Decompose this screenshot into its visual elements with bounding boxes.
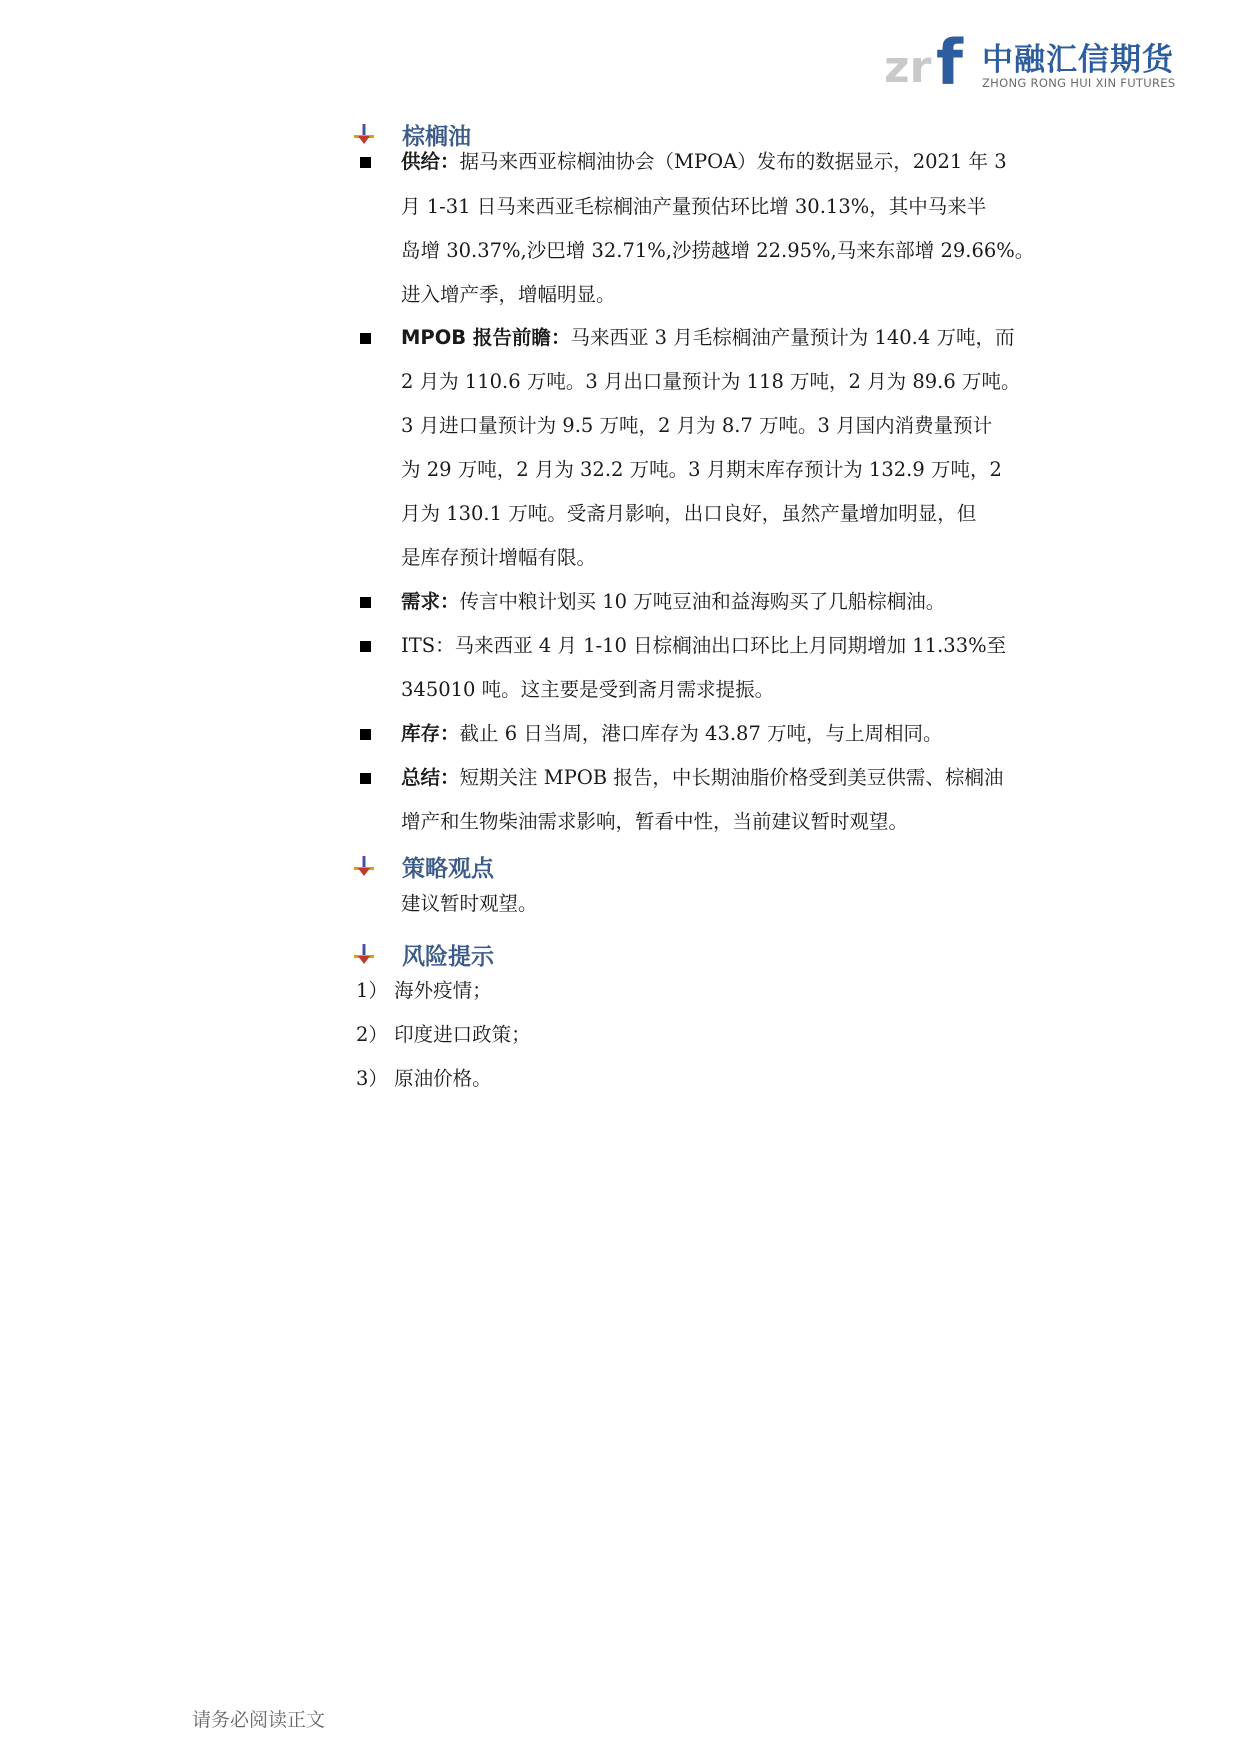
mpob-line-1 <box>401 324 1014 352</box>
square-bullet-icon <box>360 597 371 608</box>
mpob-label: MPOB 报告前瞻 <box>401 326 551 349</box>
stock-label: 库存 <box>401 722 441 745</box>
summary-line-2: 增产和生物柴油需求影响，暂看中性，当前建议暂时观望。 <box>401 810 909 833</box>
risk-item-1: 1） 海外疫情； <box>356 979 492 1002</box>
mpob-line-4: 为 29 万吨，2 月为 32.2 万吨。3 月期末库存预计为 132.9 万吨，2 <box>401 458 1002 481</box>
label-separator: ： <box>440 150 460 173</box>
label-separator: ： <box>550 326 571 349</box>
square-bullet-icon <box>360 729 371 740</box>
risk-item-3: 3） 原油价格。 <box>356 1067 492 1090</box>
its-line-1: ITS：马来西亚 4 月 1-10 日棕榈油出口环比上月同期增加 11.33%至 <box>401 634 1007 657</box>
mpob-line-3: 3 月进口量预计为 9.5 万吨，2 月为 8.7 万吨。3 月国内消费量预计 <box>401 414 993 437</box>
page-footer: 请务必阅读正文 <box>192 1709 326 1731</box>
mpob-line-6: 是库存预计增幅有限。 <box>401 546 597 569</box>
svg-text:zr: zr <box>884 42 932 92</box>
text-line: 截止 6 日当周，港口库存为 43.87 万吨，与上周相同。 <box>459 722 943 745</box>
svg-text:f: f <box>936 28 963 92</box>
logo-name-en: ZHONG RONG HUI XIN FUTURES <box>982 76 1176 90</box>
strategy-text: 建议暂时观望。 <box>401 892 538 915</box>
text-line: 传言中粮计划买 10 万吨豆油和益海购买了几船棕榈油。 <box>459 590 946 613</box>
section-title: 风险提示 <box>402 944 494 970</box>
risk-item-2: 2） 印度进口政策； <box>356 1023 531 1046</box>
square-bullet-icon <box>360 333 371 344</box>
summary-label: 总结 <box>401 766 441 789</box>
supply-line-1 <box>401 148 1007 176</box>
demand-line-1 <box>401 588 945 616</box>
heading-arrow-icon <box>354 124 374 144</box>
zrf-logo-mark <box>884 28 972 92</box>
supply-label: 供给 <box>401 150 441 173</box>
company-logo <box>884 28 1176 92</box>
text-line: 据马来西亚棕榈油协会（MPOA）发布的数据显示，2021 年 3 <box>459 150 1007 173</box>
summary-line-1 <box>401 764 1003 792</box>
supply-line-3: 岛增 30.37%,沙巴增 32.71%,沙捞越增 22.95%,马来东部增 29.66%。 <box>401 239 1035 262</box>
section-title: 棕榈油 <box>402 124 471 150</box>
section-title: 策略观点 <box>402 856 494 882</box>
stock-line-1 <box>401 720 943 748</box>
label-separator: ： <box>440 590 460 613</box>
square-bullet-icon <box>360 157 371 168</box>
label-separator: ： <box>440 722 460 745</box>
label-separator: ： <box>440 766 460 789</box>
logo-name-cn: 中融汇信期货 <box>982 42 1174 78</box>
demand-label: 需求 <box>401 590 441 613</box>
its-line-2: 345010 吨。这主要是受到斋月需求提振。 <box>401 678 775 701</box>
mpob-line-2: 2 月为 110.6 万吨。3 月出口量预计为 118 万吨，2 月为 89.6 万吨。 <box>401 370 1021 393</box>
mpob-line-5: 月为 130.1 万吨。受斋月影响，出口良好，虽然产量增加明显，但 <box>401 502 977 525</box>
text-line: 短期关注 MPOB 报告，中长期油脂价格受到美豆供需、棕榈油 <box>459 766 1004 789</box>
supply-line-2: 月 1-31 日马来西亚毛棕榈油产量预估环比增 30.13%，其中马来半 <box>401 195 987 218</box>
square-bullet-icon <box>360 773 371 784</box>
heading-arrow-icon <box>354 856 374 876</box>
text-line: 马来西亚 3 月毛棕榈油产量预计为 140.4 万吨，而 <box>570 326 1015 349</box>
supply-line-4: 进入增产季，增幅明显。 <box>401 283 616 306</box>
square-bullet-icon <box>360 641 371 652</box>
heading-arrow-icon <box>354 944 374 964</box>
